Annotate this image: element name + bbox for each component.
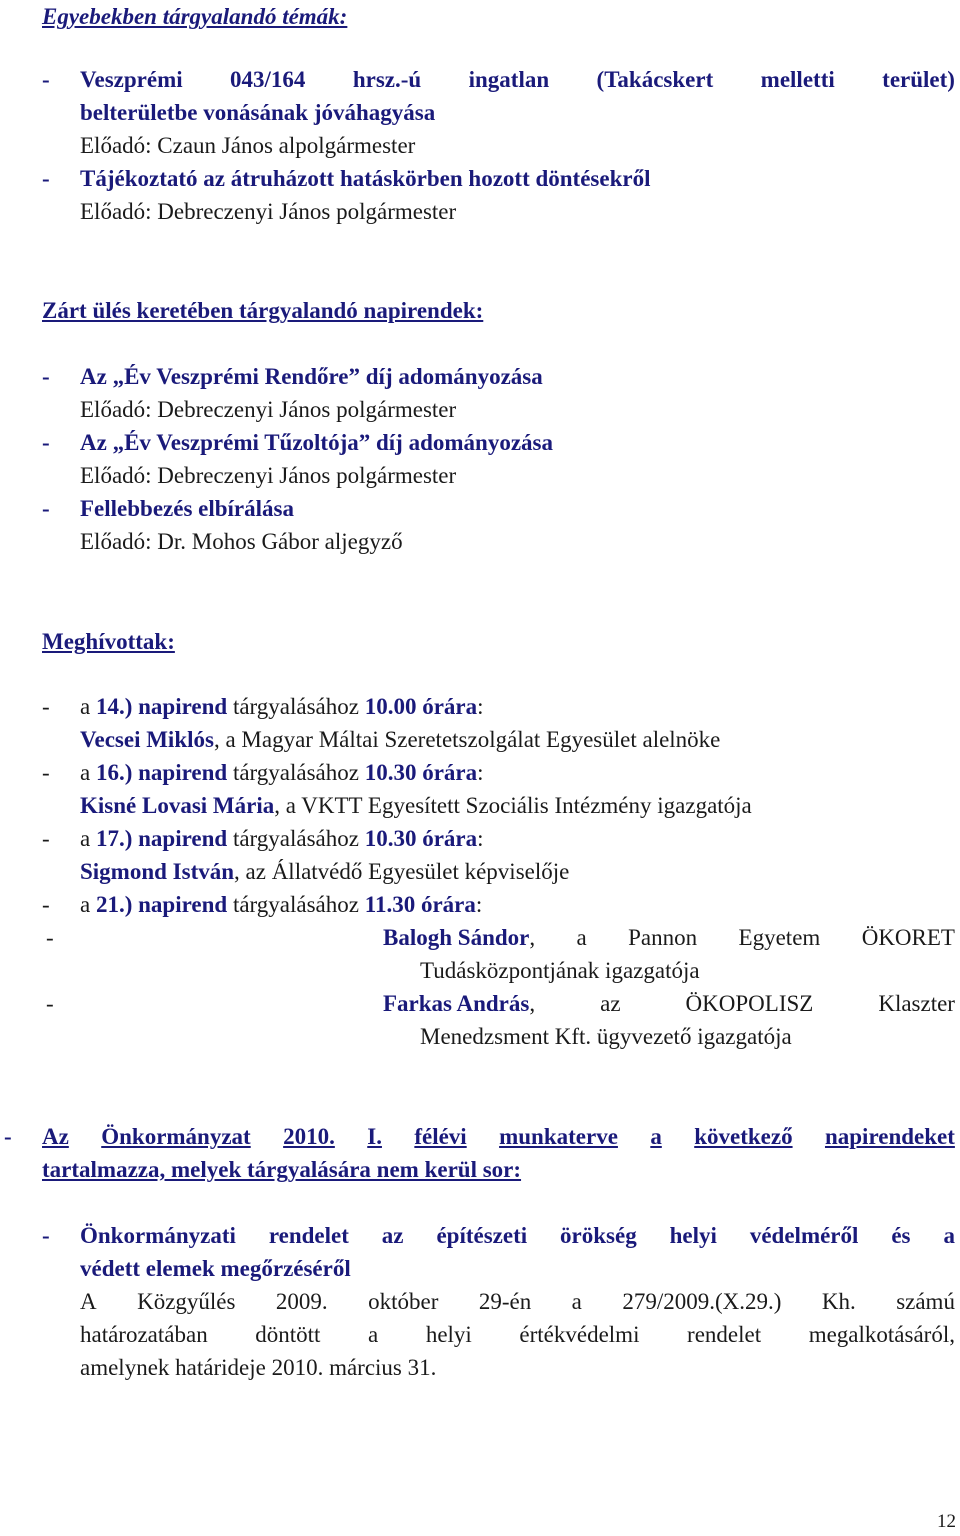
word: megalkotásáról, xyxy=(808,1322,955,1347)
word: határozatában xyxy=(80,1322,208,1347)
word: Közgyűlés xyxy=(137,1289,236,1314)
colon: : xyxy=(475,892,483,917)
work-plan-item-line1 xyxy=(80,1219,955,1252)
heading-closed-session: Zárt ülés keretében tárgyalandó napirendek: xyxy=(42,298,484,323)
word: Az xyxy=(42,1124,69,1149)
person-role: , a Magyar Máltai Szeretetszolgálat Egyesület alelnöke xyxy=(213,727,721,752)
word: 2009. xyxy=(275,1289,328,1314)
list-dash: - xyxy=(42,364,50,389)
word: ÖKOPOLISZ xyxy=(685,991,814,1016)
list-dash: - xyxy=(42,694,50,719)
invited-person-5-role-cont: Menedzsment Kft. ügyvezető igazgatója xyxy=(420,1024,792,1049)
colon: : xyxy=(477,694,484,719)
word: rendelet xyxy=(268,1223,349,1248)
word: örökség xyxy=(560,1223,637,1248)
person-name: Kisné Lovasi Mária xyxy=(80,793,275,818)
word: Önkormányzati xyxy=(80,1223,236,1248)
word: a xyxy=(576,925,587,950)
article: a xyxy=(80,694,91,719)
word: terület) xyxy=(882,67,955,92)
work-plan-item-line2: védett elemek megőrzéséről xyxy=(80,1256,351,1281)
word: döntött xyxy=(255,1322,321,1347)
word: rendelet xyxy=(687,1322,762,1347)
article: a xyxy=(80,892,91,917)
word: I. xyxy=(367,1124,382,1149)
list-dash: - xyxy=(46,925,54,950)
list-dash: - xyxy=(42,826,50,851)
word: október xyxy=(368,1289,439,1314)
word: védelméről xyxy=(749,1223,859,1248)
word: A xyxy=(80,1289,97,1314)
word: és xyxy=(891,1223,911,1248)
person-name: Farkas András xyxy=(383,991,530,1016)
word: (Takácskert xyxy=(596,67,714,92)
colon: : xyxy=(477,760,484,785)
invited-person-1 xyxy=(80,723,720,756)
other-item1-speaker: Előadó: Czaun János alpolgármester xyxy=(80,133,416,158)
person-role: , az Állatvédő Egyesület képviselője xyxy=(234,859,570,884)
other-item1-line2: belterületbe vonásának jóváhagyása xyxy=(80,100,436,125)
word: Egyetem xyxy=(738,925,821,950)
word: Pannon xyxy=(628,925,698,950)
invited-person-4-role-cont: Tudásközpontjának igazgatója xyxy=(420,958,700,983)
list-dash: - xyxy=(42,1223,50,1248)
work-plan-heading-line2: tartalmazza, melyek tárgyalására nem kerül sor: xyxy=(42,1157,522,1182)
word: a xyxy=(368,1322,379,1347)
heading-other-topics: Egyebekben tárgyalandó témák: xyxy=(42,4,348,29)
invited-line-17 xyxy=(80,822,484,855)
word: Veszprémi xyxy=(80,67,183,92)
invited-person-4 xyxy=(383,921,955,954)
closed-item3-speaker: Előadó: Dr. Mohos Gábor aljegyző xyxy=(80,529,403,554)
invited-line-14 xyxy=(80,690,484,723)
word: ingatlan xyxy=(468,67,550,92)
work-plan-heading-line1 xyxy=(42,1120,955,1153)
invited-line-21 xyxy=(80,888,482,921)
for-discussion: tárgyalásához xyxy=(232,760,359,785)
word: , xyxy=(529,991,536,1016)
time: 10.30 órára xyxy=(364,826,478,851)
list-dash: - xyxy=(42,760,50,785)
word: a xyxy=(571,1289,582,1314)
word: Önkormányzat xyxy=(101,1124,251,1149)
word: helyi xyxy=(425,1322,472,1347)
agenda-ref: 14.) napirend xyxy=(95,694,228,719)
for-discussion: tárgyalásához xyxy=(232,694,359,719)
closed-item2-title: Az „Év Veszprémi Tűzoltója” díj adományozása xyxy=(80,430,553,455)
word: építészeti xyxy=(436,1223,528,1248)
list-dash: - xyxy=(42,496,50,521)
word: 2010. xyxy=(283,1124,335,1149)
word: félévi xyxy=(414,1124,467,1149)
word: helyi xyxy=(669,1223,717,1248)
work-plan-desc-line1 xyxy=(80,1285,955,1318)
list-dash: - xyxy=(42,892,50,917)
time: 11.30 órára xyxy=(364,892,476,917)
agenda-ref: 16.) napirend xyxy=(95,760,228,785)
word: az xyxy=(381,1223,404,1248)
person-name: Vecsei Miklós xyxy=(80,727,214,752)
article: a xyxy=(80,826,91,851)
word: Klaszter xyxy=(878,991,955,1016)
person-role: , a VKTT Egyesített Szociális Intézmény igazgatója xyxy=(274,793,752,818)
word: 279/2009.(X.29.) xyxy=(622,1289,782,1314)
work-plan-desc-line3: amelynek határideje 2010. március 31. xyxy=(80,1355,437,1380)
for-discussion: tárgyalásához xyxy=(232,892,359,917)
invited-person-2 xyxy=(80,789,752,822)
person-name: Sigmond István xyxy=(80,859,235,884)
word: Kh. xyxy=(821,1289,856,1314)
for-discussion: tárgyalásához xyxy=(232,826,359,851)
agenda-ref: 21.) napirend xyxy=(95,892,228,917)
invited-line-16 xyxy=(80,756,484,789)
word: melletti xyxy=(760,67,835,92)
word: napirendeket xyxy=(824,1124,955,1149)
closed-item1-title: Az „Év Veszprémi Rendőre” díj adományozása xyxy=(80,364,543,389)
word: 043/164 xyxy=(230,67,306,92)
word: a xyxy=(650,1124,662,1149)
word: hrsz.-ú xyxy=(352,67,422,92)
word: következő xyxy=(694,1124,793,1149)
article: a xyxy=(80,760,91,785)
work-plan-desc-line2 xyxy=(80,1318,955,1351)
invited-person-5 xyxy=(383,987,955,1020)
agenda-ref: 17.) napirend xyxy=(95,826,228,851)
invited-person-3 xyxy=(80,855,569,888)
word: , xyxy=(529,925,536,950)
other-item2-speaker: Előadó: Debreczenyi János polgármester xyxy=(80,199,457,224)
word: az xyxy=(600,991,621,1016)
other-item2-title: Tájékoztató az átruházott hatáskörben hozott döntésekről xyxy=(80,166,651,191)
heading-invited: Meghívottak: xyxy=(42,629,175,654)
time: 10.30 órára xyxy=(364,760,478,785)
word: 29-én xyxy=(478,1289,532,1314)
closed-item2-speaker: Előadó: Debreczenyi János polgármester xyxy=(80,463,457,488)
time: 10.00 órára xyxy=(364,694,478,719)
list-dash: - xyxy=(46,991,54,1016)
list-dash: - xyxy=(42,166,50,191)
list-dash: - xyxy=(4,1124,12,1149)
word: munkaterve xyxy=(499,1124,618,1149)
colon: : xyxy=(477,826,484,851)
word: ÖKORET xyxy=(861,925,955,950)
word: értékvédelmi xyxy=(519,1322,640,1347)
list-dash: - xyxy=(42,430,50,455)
word: számú xyxy=(896,1289,955,1314)
person-name: Balogh Sándor xyxy=(383,925,530,950)
list-dash: - xyxy=(42,67,50,92)
closed-item3-title: Fellebbezés elbírálása xyxy=(80,496,294,521)
closed-item1-speaker: Előadó: Debreczenyi János polgármester xyxy=(80,397,457,422)
other-item1-line1 xyxy=(80,63,955,96)
word: a xyxy=(943,1223,955,1248)
page-number: 12 xyxy=(937,1511,956,1532)
